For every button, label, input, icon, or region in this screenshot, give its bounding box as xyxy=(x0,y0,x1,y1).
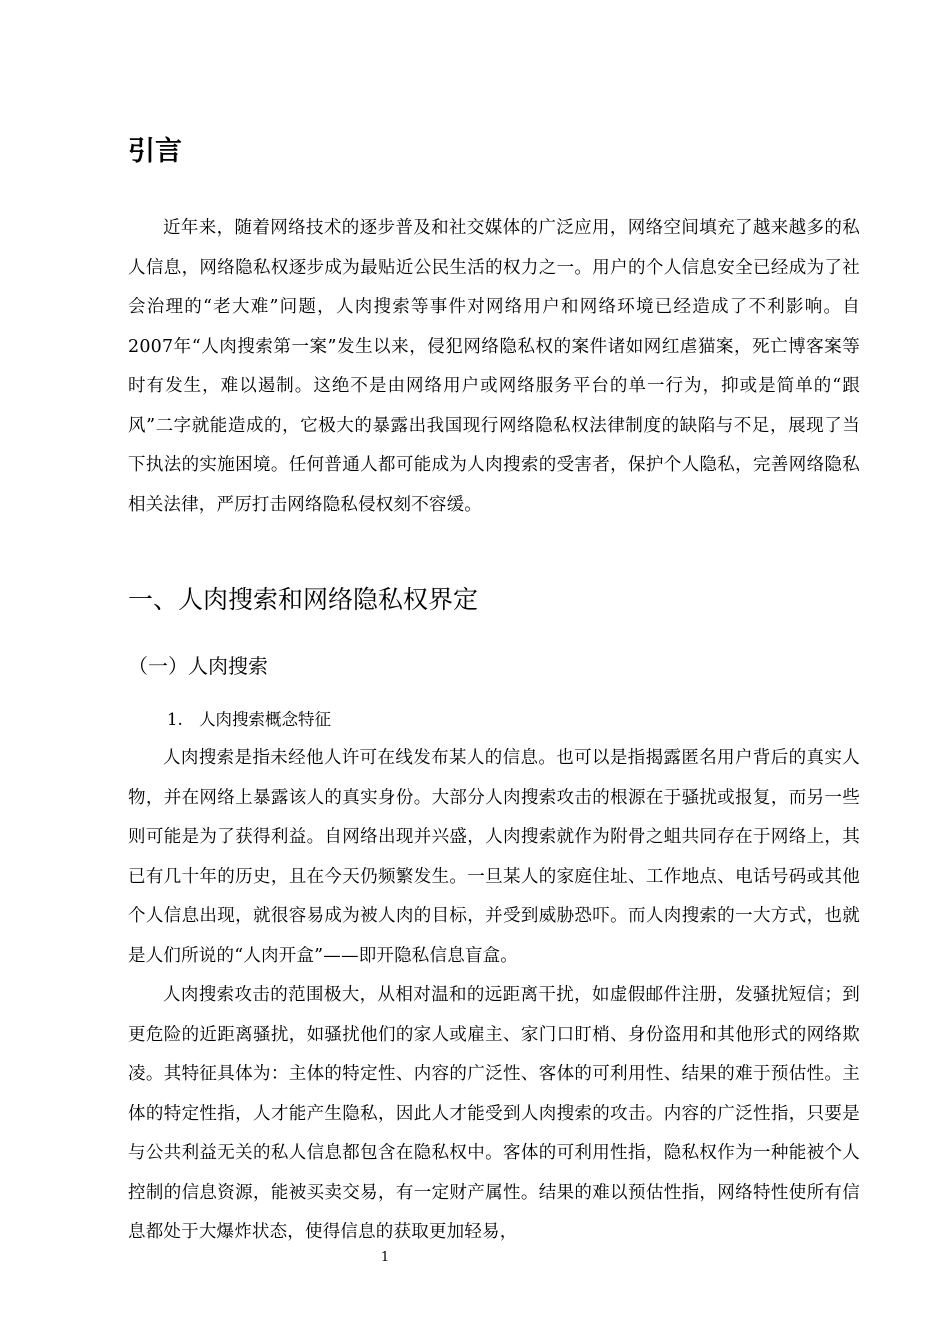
body-paragraph-2: 人肉搜索攻击的范围极大，从相对温和的远距离干扰，如虚假邮件注册，发骚扰短信；到更危险的近距离骚扰，如骚扰他们的家人或雇主、家门口盯梢、身份盗用和其他形式的网络欺凌。其特征具体为：主体的特定性、内容的广泛性、客体的可利用性、结果的难于预估性。主体的特定性指，人才能产生隐私，因此人才能受到人肉搜索的攻击。内容的广泛性指，只要是与公共利益无关的私人信息都包含在隐私权中。客体的可利用性指，隐私权作为一种能被个人控制的信息资源，能被买卖交易，有一定财产属性。结果的难以预估性指，网络特性使所有信息都处于大爆炸状态，使得信息的获取更加轻易， xyxy=(128,985,860,1242)
body-paragraph-1: 人肉搜索是指未经他人许可在线发布某人的信息。也可以是指揭露匿名用户背后的真实人物，并在网络上暴露该人的真实身份。大部分人肉搜索攻击的根源在于骚扰或报复，而另一些则可能是为了获得利益。自网络出现并兴盛，人肉搜索就作为附骨之蛆共同存在于网络上，其已有几十年的历史，且在今天仍频繁发生。一旦某人的家庭住址、工作地点、电话号码或其他个人信息出现，就很容易成为被人肉的目标，并受到威胁恐吓。而人肉搜索的一大方式，也就是人们所说的“人肉开盒”——即开隐私信息盲盒。 xyxy=(128,748,860,966)
subsection-heading: （一）人肉搜索 xyxy=(128,654,268,678)
intro-heading: 引言 xyxy=(128,136,182,167)
section-heading: 一、人肉搜索和网络隐私权界定 xyxy=(128,585,479,614)
page-number: 1 xyxy=(380,1250,390,1265)
numbered-heading-text: 人肉搜索概念特征 xyxy=(199,710,331,729)
numbered-heading xyxy=(167,706,331,734)
numbered-heading-number: 1. xyxy=(167,710,183,729)
intro-paragraph: 近年来，随着网络技术的逐步普及和社交媒体的广泛应用，网络空间填充了越来越多的私人信息，网络隐私权逐步成为最贴近公民生活的权力之一。用户的个人信息安全已经成为了社会治理的“老大难”问题，人肉搜索等事件对网络用户和网络环境已经造成了不利影响。自2007年“人肉搜索第一案”发生以来，侵犯网络隐私权的案件诸如网红虐猫案，死亡博客案等时有发生，难以遏制。这绝不是由网络用户或网络服务平台的单一行为，抑或是简单的“跟风”二字就能造成的，它极大的暴露出我国现行网络隐私权法律制度的缺陷与不足，展现了当下执法的实施困境。任何普通人都可能成为人肉搜索的受害者，保护个人隐私，完善网络隐私相关法律，严厉打击网络隐私侵权刻不容缓。 xyxy=(128,218,860,515)
